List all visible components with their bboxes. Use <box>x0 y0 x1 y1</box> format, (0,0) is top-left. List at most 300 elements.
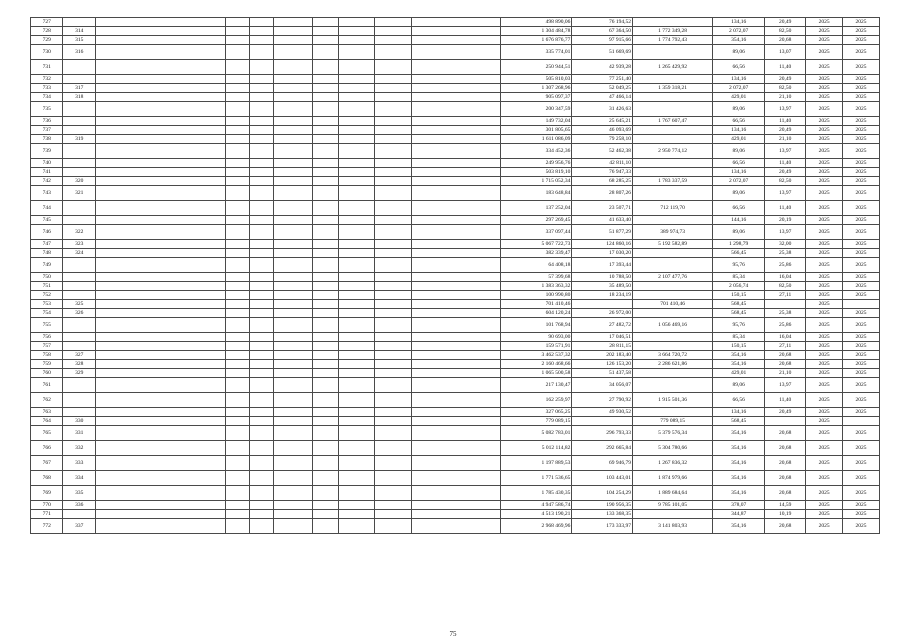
table-row <box>31 45 880 60</box>
year-built-cell <box>225 201 249 216</box>
cost-extra-cell: 51 437,58 <box>572 369 633 378</box>
floors-cell <box>312 159 338 168</box>
code-cell <box>249 93 273 102</box>
address-cell <box>95 168 225 177</box>
area-total-cell <box>338 360 375 369</box>
unit-cost-extra-cell: 25,38 <box>765 309 806 318</box>
year-built-cell <box>225 75 249 84</box>
end-year-cell: 2025 <box>843 378 880 393</box>
unit-cost-cell: 354,16 <box>713 351 765 360</box>
row-number-cell: 748 <box>31 249 63 258</box>
unit-cost-extra-cell: 20,49 <box>765 75 806 84</box>
building-type-cell <box>273 102 312 117</box>
unit-cost-extra-cell: 13,97 <box>765 102 806 117</box>
address-cell <box>95 45 225 60</box>
work-type-cell <box>412 258 501 273</box>
code-cell <box>249 486 273 501</box>
code-cell <box>249 273 273 282</box>
year-built-cell <box>225 18 249 27</box>
year-built-cell <box>225 168 249 177</box>
start-year-cell: 2025 <box>806 342 843 351</box>
total-cost-cell <box>633 135 713 144</box>
address-cell <box>95 318 225 333</box>
work-type-cell <box>412 159 501 168</box>
year-built-cell <box>225 486 249 501</box>
code-cell <box>249 426 273 441</box>
building-type-cell <box>273 393 312 408</box>
row-number-cell: 758 <box>31 351 63 360</box>
floors-cell <box>312 135 338 144</box>
cost-extra-cell: 126 153,20 <box>572 360 633 369</box>
cost-extra-cell: 47 466,14 <box>572 93 633 102</box>
area-living-cell <box>375 84 412 93</box>
year-built-cell <box>225 342 249 351</box>
unit-cost-extra-cell: 27,11 <box>765 291 806 300</box>
table-row <box>31 300 880 309</box>
start-year-cell: 2025 <box>806 36 843 45</box>
work-type-cell <box>412 273 501 282</box>
house-number-cell: 315 <box>63 36 95 45</box>
year-built-cell <box>225 333 249 342</box>
area-total-cell <box>338 486 375 501</box>
house-number-cell: 336 <box>63 501 95 510</box>
address-cell <box>95 102 225 117</box>
row-number-cell: 765 <box>31 426 63 441</box>
end-year-cell: 2025 <box>843 135 880 144</box>
year-built-cell <box>225 291 249 300</box>
code-cell <box>249 102 273 117</box>
house-number-cell <box>63 273 95 282</box>
row-number-cell: 769 <box>31 486 63 501</box>
work-type-cell <box>412 201 501 216</box>
unit-cost-extra-cell: 20,49 <box>765 408 806 417</box>
floors-cell <box>312 282 338 291</box>
address-cell <box>95 456 225 471</box>
work-type-cell <box>412 36 501 45</box>
building-type-cell <box>273 519 312 534</box>
address-cell <box>95 351 225 360</box>
house-number-cell <box>63 378 95 393</box>
work-type-cell <box>412 501 501 510</box>
work-type-cell <box>412 417 501 426</box>
unit-cost-extra-cell: 11,40 <box>765 201 806 216</box>
row-number-cell: 747 <box>31 240 63 249</box>
total-cost-cell: 389 974,73 <box>633 225 713 240</box>
cost-cell: 327 065,25 <box>500 408 571 417</box>
work-type-cell <box>412 309 501 318</box>
address-cell <box>95 240 225 249</box>
floors-cell <box>312 309 338 318</box>
code-cell <box>249 60 273 75</box>
cost-cell: 217 130,47 <box>500 378 571 393</box>
cost-extra-cell: 17 393,44 <box>572 258 633 273</box>
end-year-cell: 2025 <box>843 117 880 126</box>
area-total-cell <box>338 258 375 273</box>
area-total-cell <box>338 333 375 342</box>
table-row <box>31 360 880 369</box>
cost-extra-cell <box>572 300 633 309</box>
area-living-cell <box>375 378 412 393</box>
table-row <box>31 126 880 135</box>
cost-extra-cell: 34 056,07 <box>572 378 633 393</box>
work-type-cell <box>412 291 501 300</box>
floors-cell <box>312 225 338 240</box>
total-cost-cell <box>633 75 713 84</box>
area-total-cell <box>338 378 375 393</box>
year-built-cell <box>225 282 249 291</box>
year-built-cell <box>225 117 249 126</box>
area-living-cell <box>375 27 412 36</box>
work-type-cell <box>412 75 501 84</box>
area-total-cell <box>338 135 375 144</box>
start-year-cell: 2025 <box>806 408 843 417</box>
cost-extra-cell: 17 030,20 <box>572 249 633 258</box>
unit-cost-cell: 89,06 <box>713 186 765 201</box>
floors-cell <box>312 291 338 300</box>
house-number-cell: 329 <box>63 369 95 378</box>
unit-cost-extra-cell: 20,68 <box>765 519 806 534</box>
start-year-cell: 2025 <box>806 144 843 159</box>
area-living-cell <box>375 186 412 201</box>
work-type-cell <box>412 216 501 225</box>
floors-cell <box>312 510 338 519</box>
unit-cost-extra-cell: 21,10 <box>765 135 806 144</box>
unit-cost-cell: 354,16 <box>713 441 765 456</box>
area-living-cell <box>375 300 412 309</box>
start-year-cell: 2025 <box>806 510 843 519</box>
row-number-cell: 754 <box>31 309 63 318</box>
floors-cell <box>312 441 338 456</box>
total-cost-cell: 1 056 469,16 <box>633 318 713 333</box>
cost-cell: 1 197 889,53 <box>500 456 571 471</box>
page-number: 75 <box>449 630 457 638</box>
house-number-cell: 314 <box>63 27 95 36</box>
work-type-cell <box>412 318 501 333</box>
house-number-cell <box>63 258 95 273</box>
house-number-cell <box>63 342 95 351</box>
house-number-cell <box>63 216 95 225</box>
floors-cell <box>312 456 338 471</box>
row-number-cell: 737 <box>31 126 63 135</box>
unit-cost-extra-cell: 82,50 <box>765 27 806 36</box>
start-year-cell: 2025 <box>806 75 843 84</box>
floors-cell <box>312 342 338 351</box>
work-type-cell <box>412 456 501 471</box>
area-total-cell <box>338 408 375 417</box>
unit-cost-extra-cell: 13,97 <box>765 186 806 201</box>
table-row <box>31 177 880 186</box>
house-number-cell: 335 <box>63 486 95 501</box>
area-living-cell <box>375 519 412 534</box>
area-total-cell <box>338 426 375 441</box>
code-cell <box>249 351 273 360</box>
floors-cell <box>312 45 338 60</box>
cost-extra-cell: 202 183,40 <box>572 351 633 360</box>
unit-cost-cell: 66,56 <box>713 159 765 168</box>
unit-cost-cell: 134,16 <box>713 408 765 417</box>
code-cell <box>249 27 273 36</box>
unit-cost-cell: 1 298,79 <box>713 240 765 249</box>
end-year-cell: 2025 <box>843 144 880 159</box>
cost-extra-cell: 77 251,40 <box>572 75 633 84</box>
cost-cell: 90 693,00 <box>500 333 571 342</box>
unit-cost-cell: 354,16 <box>713 426 765 441</box>
floors-cell <box>312 177 338 186</box>
total-cost-cell: 701 410,46 <box>633 300 713 309</box>
start-year-cell: 2025 <box>806 318 843 333</box>
row-number-cell: 761 <box>31 378 63 393</box>
end-year-cell: 2025 <box>843 486 880 501</box>
work-type-cell <box>412 426 501 441</box>
address-cell <box>95 177 225 186</box>
year-built-cell <box>225 456 249 471</box>
unit-cost-extra-cell: 20,68 <box>765 471 806 486</box>
building-type-cell <box>273 27 312 36</box>
row-number-cell: 731 <box>31 60 63 75</box>
unit-cost-extra-cell: 11,40 <box>765 60 806 75</box>
building-type-cell <box>273 378 312 393</box>
cost-cell: 1 676 876,77 <box>500 36 571 45</box>
table-row <box>31 60 880 75</box>
end-year-cell: 2025 <box>843 102 880 117</box>
building-type-cell <box>273 510 312 519</box>
work-type-cell <box>412 378 501 393</box>
unit-cost-extra-cell: 13,97 <box>765 225 806 240</box>
area-living-cell <box>375 135 412 144</box>
end-year-cell: 2025 <box>843 456 880 471</box>
address-cell <box>95 75 225 84</box>
start-year-cell: 2025 <box>806 471 843 486</box>
table-row <box>31 351 880 360</box>
area-total-cell <box>338 177 375 186</box>
start-year-cell: 2025 <box>806 126 843 135</box>
table-body <box>31 18 880 534</box>
cost-cell: 4 947 586,74 <box>500 501 571 510</box>
house-number-cell <box>63 144 95 159</box>
start-year-cell: 2025 <box>806 426 843 441</box>
cost-extra-cell: 27 482,72 <box>572 318 633 333</box>
code-cell <box>249 417 273 426</box>
end-year-cell: 2025 <box>843 309 880 318</box>
row-number-cell: 759 <box>31 360 63 369</box>
code-cell <box>249 318 273 333</box>
house-number-cell: 317 <box>63 84 95 93</box>
row-number-cell: 752 <box>31 291 63 300</box>
year-built-cell <box>225 135 249 144</box>
address-cell <box>95 27 225 36</box>
row-number-cell: 730 <box>31 45 63 60</box>
work-type-cell <box>412 486 501 501</box>
table-row <box>31 273 880 282</box>
table-row <box>31 456 880 471</box>
area-living-cell <box>375 273 412 282</box>
row-number-cell: 770 <box>31 501 63 510</box>
end-year-cell: 2025 <box>843 291 880 300</box>
area-total-cell <box>338 456 375 471</box>
total-cost-cell <box>633 309 713 318</box>
area-living-cell <box>375 177 412 186</box>
floors-cell <box>312 393 338 408</box>
cost-extra-cell: 190 956,35 <box>572 501 633 510</box>
area-living-cell <box>375 249 412 258</box>
unit-cost-cell: 2 072,07 <box>713 27 765 36</box>
area-living-cell <box>375 144 412 159</box>
address-cell <box>95 36 225 45</box>
total-cost-cell <box>633 378 713 393</box>
building-type-cell <box>273 441 312 456</box>
cost-cell: 498 890,06 <box>500 18 571 27</box>
address-cell <box>95 417 225 426</box>
row-number-cell: 760 <box>31 369 63 378</box>
building-type-cell <box>273 75 312 84</box>
cost-extra-cell: 27 790,92 <box>572 393 633 408</box>
work-type-cell <box>412 333 501 342</box>
start-year-cell: 2025 <box>806 45 843 60</box>
unit-cost-extra-cell: 20,68 <box>765 441 806 456</box>
building-type-cell <box>273 135 312 144</box>
cost-cell: 701 410,46 <box>500 300 571 309</box>
address-cell <box>95 300 225 309</box>
area-living-cell <box>375 456 412 471</box>
start-year-cell: 2025 <box>806 102 843 117</box>
row-number-cell: 766 <box>31 441 63 456</box>
year-built-cell <box>225 510 249 519</box>
floors-cell <box>312 93 338 102</box>
unit-cost-cell: 568,45 <box>713 300 765 309</box>
total-cost-cell: 1 874 979,66 <box>633 471 713 486</box>
house-number-cell: 334 <box>63 471 95 486</box>
code-cell <box>249 201 273 216</box>
code-cell <box>249 369 273 378</box>
unit-cost-extra-cell: 20,68 <box>765 351 806 360</box>
building-type-cell <box>273 225 312 240</box>
unit-cost-cell: 95,76 <box>713 258 765 273</box>
building-type-cell <box>273 159 312 168</box>
floors-cell <box>312 168 338 177</box>
total-cost-cell <box>633 168 713 177</box>
total-cost-cell: 712 119,70 <box>633 201 713 216</box>
start-year-cell: 2025 <box>806 519 843 534</box>
start-year-cell: 2025 <box>806 378 843 393</box>
cost-cell: 137 252,04 <box>500 201 571 216</box>
unit-cost-extra-cell: 13,07 <box>765 45 806 60</box>
cost-cell: 905 097,37 <box>500 93 571 102</box>
table-row <box>31 249 880 258</box>
start-year-cell: 2025 <box>806 216 843 225</box>
unit-cost-cell: 429,01 <box>713 135 765 144</box>
work-type-cell <box>412 93 501 102</box>
floors-cell <box>312 471 338 486</box>
work-type-cell <box>412 126 501 135</box>
area-living-cell <box>375 342 412 351</box>
year-built-cell <box>225 216 249 225</box>
table-row <box>31 417 880 426</box>
code-cell <box>249 300 273 309</box>
floors-cell <box>312 273 338 282</box>
table-row <box>31 135 880 144</box>
unit-cost-cell: 89,06 <box>713 225 765 240</box>
building-type-cell <box>273 144 312 159</box>
area-total-cell <box>338 45 375 60</box>
house-number-cell <box>63 117 95 126</box>
unit-cost-extra-cell: 20,19 <box>765 216 806 225</box>
cost-cell: 1 715 052,34 <box>500 177 571 186</box>
code-cell <box>249 45 273 60</box>
cost-extra-cell: 25 645,21 <box>572 117 633 126</box>
row-number-cell: 751 <box>31 282 63 291</box>
unit-cost-extra-cell: 11,40 <box>765 117 806 126</box>
floors-cell <box>312 117 338 126</box>
cost-extra-cell: 124 860,16 <box>572 240 633 249</box>
unit-cost-cell: 354,16 <box>713 486 765 501</box>
floors-cell <box>312 60 338 75</box>
total-cost-cell: 1 772 349,28 <box>633 27 713 36</box>
cost-cell: 334 452,36 <box>500 144 571 159</box>
building-type-cell <box>273 351 312 360</box>
unit-cost-cell: 134,16 <box>713 75 765 84</box>
address-cell <box>95 93 225 102</box>
table-row <box>31 201 880 216</box>
cost-cell: 604 120,24 <box>500 309 571 318</box>
unit-cost-extra-cell: 20,49 <box>765 18 806 27</box>
house-number-cell <box>63 291 95 300</box>
total-cost-cell <box>633 408 713 417</box>
building-type-cell <box>273 360 312 369</box>
building-type-cell <box>273 408 312 417</box>
total-cost-cell: 1 267 836,32 <box>633 456 713 471</box>
address-cell <box>95 378 225 393</box>
end-year-cell: 2025 <box>843 393 880 408</box>
year-built-cell <box>225 309 249 318</box>
unit-cost-cell: 66,56 <box>713 117 765 126</box>
work-type-cell <box>412 27 501 36</box>
unit-cost-cell: 66,56 <box>713 201 765 216</box>
cost-cell: 1 304 484,78 <box>500 27 571 36</box>
work-type-cell <box>412 360 501 369</box>
table-row <box>31 486 880 501</box>
address-cell <box>95 408 225 417</box>
area-living-cell <box>375 102 412 117</box>
cost-cell: 301 805,65 <box>500 126 571 135</box>
area-living-cell <box>375 18 412 27</box>
total-cost-cell <box>633 18 713 27</box>
total-cost-cell <box>633 159 713 168</box>
cost-cell: 5 082 783,01 <box>500 426 571 441</box>
building-type-cell <box>273 18 312 27</box>
table-row <box>31 501 880 510</box>
cost-extra-cell: 28 811,15 <box>572 342 633 351</box>
work-type-cell <box>412 300 501 309</box>
address-cell <box>95 18 225 27</box>
area-total-cell <box>338 27 375 36</box>
start-year-cell: 2025 <box>806 360 843 369</box>
building-type-cell <box>273 249 312 258</box>
end-year-cell: 2025 <box>843 84 880 93</box>
year-built-cell <box>225 93 249 102</box>
total-cost-cell: 1 915 501,36 <box>633 393 713 408</box>
end-year-cell: 2025 <box>843 471 880 486</box>
house-number-cell <box>63 333 95 342</box>
cost-cell: 5 067 722,73 <box>500 240 571 249</box>
year-built-cell <box>225 102 249 117</box>
floors-cell <box>312 351 338 360</box>
code-cell <box>249 135 273 144</box>
year-built-cell <box>225 471 249 486</box>
unit-cost-cell: 144,16 <box>713 216 765 225</box>
building-type-cell <box>273 177 312 186</box>
end-year-cell: 2025 <box>843 225 880 240</box>
end-year-cell: 2025 <box>843 441 880 456</box>
